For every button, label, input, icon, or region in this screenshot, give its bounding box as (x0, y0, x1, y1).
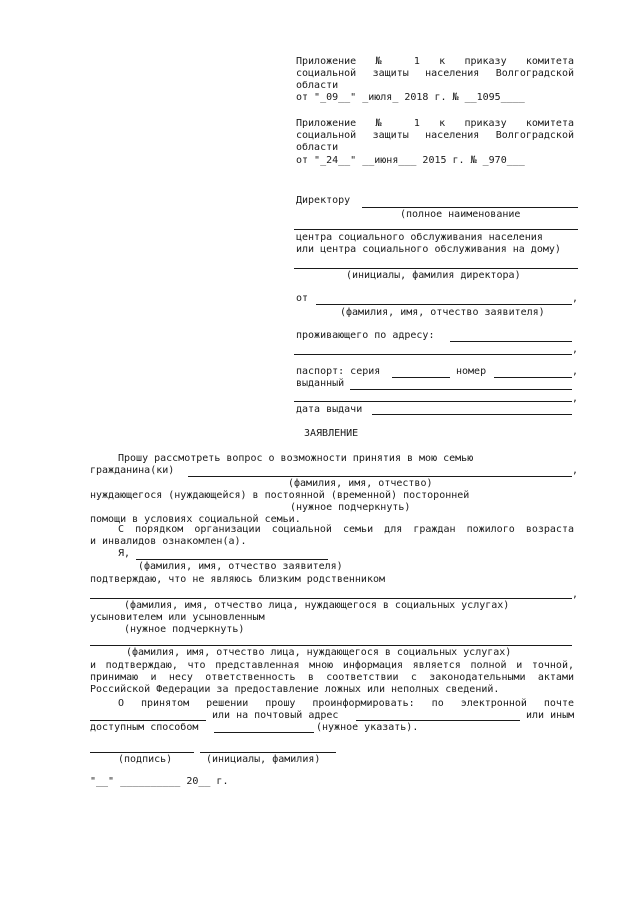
p1-line-1: Прошу рассмотреть вопрос о возможности принятия в мою семью (118, 453, 474, 464)
appendix-2-line-2: социальной защиты населения Волгоградской (296, 130, 574, 141)
p5-other-way-label: доступным способом (90, 722, 199, 733)
appendix-1-line-1: Приложение № 1 к приказу комитета (296, 56, 574, 67)
date-line: "__" __________ 20__ г. (90, 776, 229, 787)
p5-specify-label: (нужное указать). (316, 722, 419, 733)
passport-label: паспорт: серия (296, 366, 381, 377)
address-comma: , (572, 344, 579, 355)
citizen-label: гражданина(ки) (90, 465, 175, 476)
appendix-1-line-4: от "_09__" _июля_ 2018 г. № __1095____ (296, 92, 525, 103)
issue-date-label: дата выдачи (296, 404, 363, 415)
p5-other-label: или иным (526, 710, 575, 721)
p1-line-3: нуждающегося (нуждающейся) в постоянной (временной) посторонней (90, 490, 470, 501)
org-line-1 (294, 229, 578, 230)
p3-line-2: подтверждаю, что не являюсь близким родственником (90, 574, 386, 585)
hint-person-needs-2: (фамилия, имя, отчество лица, нуждающегося в социальных услугах) (126, 647, 512, 658)
page-title: ЗАЯВЛЕНИЕ (304, 428, 359, 439)
address-label: проживающего по адресу: (296, 330, 435, 341)
p1-line-4: помощи в условиях социальной семьи. (90, 514, 301, 525)
issued-line-2 (294, 401, 572, 402)
hint-full-name: (полное наименование (400, 209, 521, 220)
citizen-line (188, 476, 572, 477)
passport-number-line (494, 377, 572, 378)
appendix-2-line-1: Приложение № 1 к приказу комитета (296, 118, 574, 129)
p4-line-1: и подтверждаю, что представленная мною информация является полной и точной, (90, 660, 574, 671)
issued-label: выданный (296, 378, 345, 389)
address-line-1 (450, 341, 572, 342)
issued-comma: , (572, 393, 579, 404)
p5-line-1: О принятом решении прошу проинформировать: по электронной почте (118, 698, 574, 709)
applicant-line (136, 559, 328, 560)
center-line-2: или центра социального обслуживания на дому) (296, 244, 561, 255)
postal-line (356, 720, 520, 721)
person-line-2 (90, 645, 572, 646)
p3-line-3: усыновителем или усыновленным (90, 612, 265, 623)
number-label: номер (456, 366, 487, 377)
hint-director: (инициалы, фамилия директора) (346, 270, 521, 281)
appendix-1-line-2: социальной защиты населения Волгоградской (296, 68, 574, 79)
passport-series-line (392, 377, 450, 378)
p2-line-2: и инвалидов ознакомлен(а). (90, 536, 247, 547)
director-label: Директору (296, 195, 351, 206)
i-label: Я, (118, 548, 131, 559)
hint-underline: (нужное подчеркнуть) (290, 502, 411, 513)
hint-applicant-2: (фамилия, имя, отчество заявителя) (138, 561, 343, 572)
signature-line (90, 752, 194, 753)
person-line (90, 598, 572, 599)
director-name-line (294, 268, 578, 269)
hint-citizen: (фамилия, имя, отчество) (288, 478, 433, 489)
from-label: от (296, 293, 309, 304)
email-line (90, 720, 206, 721)
from-line (316, 304, 572, 305)
hint-underline-2: (нужное подчеркнуть) (124, 624, 245, 635)
appendix-2-line-4: от "_24__" __июня___ 2015 г. № _970___ (296, 155, 525, 166)
passport-comma: , (572, 366, 579, 377)
issue-date-line (372, 414, 572, 415)
signature-name-line (200, 752, 336, 753)
hint-applicant: (фамилия, имя, отчество заявителя) (340, 307, 545, 318)
p2-line-1: С порядком организации социальной семьи для граждан пожилого возраста (118, 524, 574, 535)
signature-label: (подпись) (118, 754, 173, 765)
other-way-line (214, 732, 314, 733)
from-comma: , (572, 293, 579, 304)
person-comma: , (572, 589, 579, 600)
p5-postal-label: или на почтовый адрес (212, 710, 339, 721)
signature-name-label: (инициалы, фамилия) (206, 754, 321, 765)
director-line (362, 207, 578, 208)
p4-line-3: Российской Федерации за предоставление ложных или неполных сведений. (90, 684, 500, 695)
center-line: центра социального обслуживания населения (296, 232, 543, 243)
issued-line (350, 389, 572, 390)
hint-person-needs: (фамилия, имя, отчество лица, нуждающегося в социальных услугах) (124, 600, 510, 611)
appendix-2-line-3: области (296, 142, 339, 153)
appendix-1-line-3: области (296, 80, 339, 91)
citizen-comma: , (572, 465, 579, 476)
address-line-2 (294, 354, 572, 355)
p4-line-2: принимаю и несу ответственность в соответствии с законодательными актами (90, 672, 574, 683)
